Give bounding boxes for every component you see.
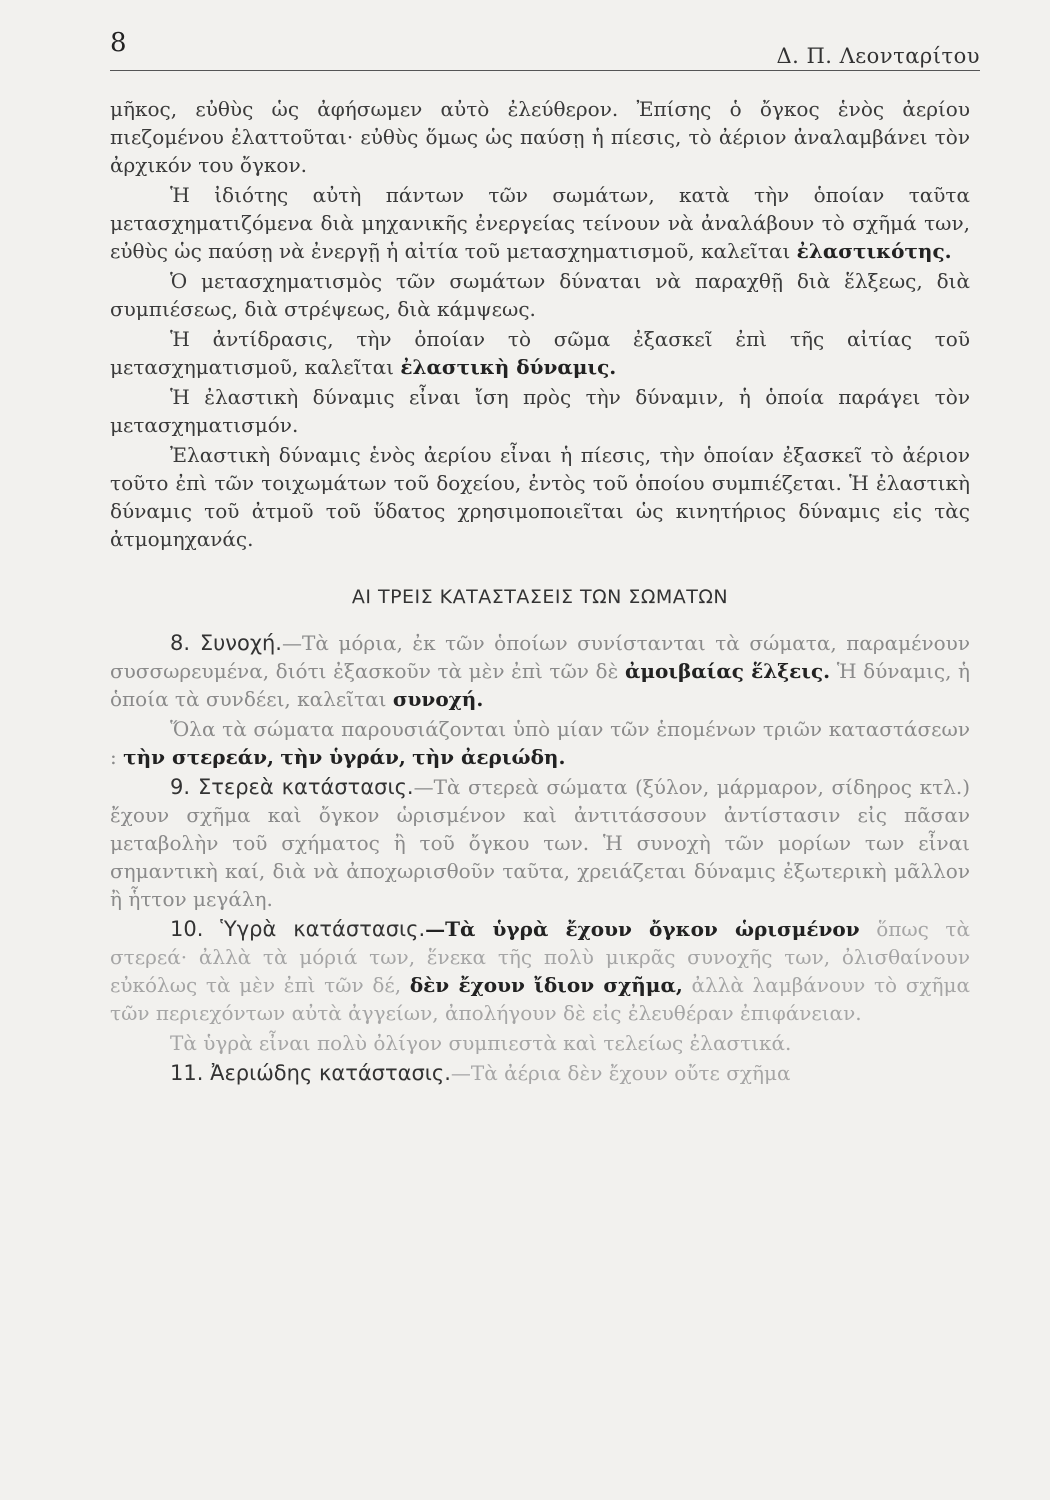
running-head: Δ. Π. Λεονταρίτου [776, 44, 980, 68]
section-9-text: —Τὰ στερεὰ σώματα (ξύλον, μάρμαρον, σίδηρος κτλ.) ἔχουν σχῆμα καὶ ὄγκον ὡρισμένον καὶ ἀντιτάσσουν ἀντίστασιν εἰς πᾶσαν μεταβολὴν τοῦ σχήματος ἢ τοῦ ὄγκου των. Ἡ συνοχὴ τῶν μορίων των εἶναι σημαντικὴ καί, διὰ νὰ ἀποχωρισθοῦν ταῦτα, χρειάζεται δύναμις ἐξωτερικὴ μᾶλλον ἢ ἧττον μεγάλη. [110, 775, 971, 911]
paragraph-5-text: Ἡ ἐλαστικὴ δύναμις εἶναι ἴση πρὸς τὴν δύναμιν, ἡ ὁποία παράγει τὸν μετασχηματισμόν. [110, 385, 970, 437]
section-10-note-text: Τὰ ὑγρὰ εἶναι πολὺ ὀλίγον συμπιεστὰ καὶ τελείως ἐλαστικά. [170, 1031, 792, 1055]
term-ygra: τὴν ὑγράν, [280, 745, 406, 769]
paragraph-6-text: Ἐλαστικὴ δύναμις ἑνὸς ἀερίου εἶναι ἡ πίεσις, τὴν ὁποίαν ἐξασκεῖ τὸ ἀέριον τοῦτο ἐπὶ τῶν τοιχωμάτων τοῦ δοχείου, ἐντὸς τοῦ ὁποίου συμπιέζεται. Ἡ ἐλαστικὴ δύναμις τοῦ ἀτμοῦ τοῦ ὕδατος χρησιμοποιεῖται ὡς κινητήριος δύναμις εἰς τὰς ἀτμομηχανάς. [110, 443, 970, 551]
section-10 [110, 915, 970, 1027]
term-ygra-ogkos: —Τὰ ὑγρὰ ἔχουν ὄγκον ὡρισμένον [425, 917, 860, 941]
section-11-text: —Τὰ ἀέρια δὲν ἔχουν οὔτε σχῆμα [450, 1061, 791, 1085]
term-den-echoun-schima: δὲν ἔχουν ἴδιον σχῆμα, [409, 973, 683, 997]
section-9 [110, 773, 970, 913]
section-11 [110, 1059, 970, 1087]
paragraph-6 [110, 441, 970, 553]
term-elastiki-dynamis: ἐλαστικὴ δύναμις. [400, 355, 617, 379]
term-aeriodi: τὴν ἀεριώδη. [412, 745, 566, 769]
states-intro-text: Ὅλα τὰ σώματα παρουσιάζονται ὑπὸ μίαν τῶν ἑπομένων τριῶν καταστάσεων : [110, 717, 970, 769]
section-heading: ΑΙ ΤΡΕΙΣ ΚΑΤΑΣΤΑΣΕΙΣ ΤΩΝ ΣΩΜΑΤΩΝ [351, 586, 729, 608]
paragraph-2 [110, 181, 970, 265]
term-elastikotis: ἐλαστικότης. [796, 239, 952, 263]
paragraph-4 [110, 325, 970, 381]
page-number: 8 [110, 28, 127, 58]
section-8-text-2: Ἡ δύναμις, ἡ ὁποία τὰ συνδέει, καλεῖται [110, 659, 970, 711]
section-10-note [110, 1029, 970, 1057]
paragraph-3 [110, 267, 970, 323]
section-10-label: 10. Ὑγρὰ κατάστασις. [170, 917, 426, 941]
section-11-label: 11. Ἀεριώδης κατάστασις. [170, 1061, 451, 1085]
page-header [110, 22, 980, 71]
section-9-label: 9. Στερεὰ κατάστασις. [170, 775, 414, 799]
term-amoivaies-elxeis: ἀμοιβαίας ἕλξεις. [624, 659, 831, 683]
section-10-text-2: ἀλλὰ λαμβάνουν τὸ σχῆμα τῶν περιεχόντων αὐτὰ ἀγγείων, ἀπολήγουν δὲ εἰς ἐλευθέραν ἐπιφάνειαν. [110, 973, 971, 1025]
paragraph-5 [110, 383, 970, 439]
section-8 [110, 629, 970, 713]
paragraph-1-text: μῆκος, εὐθὺς ὡς ἀφήσωμεν αὐτὸ ἐλεύθερον. Ἐπίσης ὁ ὄγκος ἑνὸς ἀερίου πιεζομένου ἐλαττοῦται· εὐθὺς ὅμως ὡς παύσῃ ἡ πίεσις, τὸ ἀέριον ἀναλαμβάνει τὸν ἀρχικόν του ὄγκον. [110, 97, 970, 177]
body-text [110, 95, 970, 1087]
section-10-text-1: ὅπως τὰ στερεά· ἀλλὰ τὰ μόριά των, ἕνεκα τῆς πολὺ μικρᾶς συνοχῆς των, ὀλισθαίνουν εὐκόλως τὰ μὲν ἐπὶ τῶν δέ, [110, 917, 971, 997]
term-synochi: συνοχή. [392, 687, 484, 711]
term-sterea: τὴν στερεάν, [123, 745, 274, 769]
section-8-states [110, 715, 970, 771]
section-8-text-1: —Τὰ μόρια, ἐκ τῶν ὁποίων συνίστανται τὰ σώματα, παραμένουν συσσωρευμένα, διότι ἐξασκοῦν τὰ μὲν ἐπὶ τῶν δὲ [110, 631, 970, 683]
paragraph-4-text: Ἡ ἀντίδρασις, τὴν ὁποίαν τὸ σῶμα ἐξασκεῖ ἐπὶ τῆς αἰτίας τοῦ μετασχηματισμοῦ, καλεῖται [110, 327, 970, 379]
paragraph-3-text: Ὁ μετασχηματισμὸς τῶν σωμάτων δύναται νὰ παραχθῇ διὰ ἕλξεως, διὰ συμπιέσεως, διὰ στρέψεως, διὰ κάμψεως. [110, 269, 970, 321]
paragraph-2-text: Ἡ ἰδιότης αὐτὴ πάντων τῶν σωμάτων, κατὰ τὴν ὁποίαν ταῦτα μετασχηματιζόμενα διὰ μηχανικῆς ἐνεργείας τείνουν νὰ ἀναλάβουν τὸ σχῆμά των, εὐθὺς ὡς παύσῃ νὰ ἐνεργῇ ἡ αἰτία τοῦ μετασχηματισμοῦ, καλεῖται [110, 183, 970, 263]
section-8-label: 8. Συνοχή. [170, 631, 282, 655]
paragraph-1 [110, 95, 970, 179]
